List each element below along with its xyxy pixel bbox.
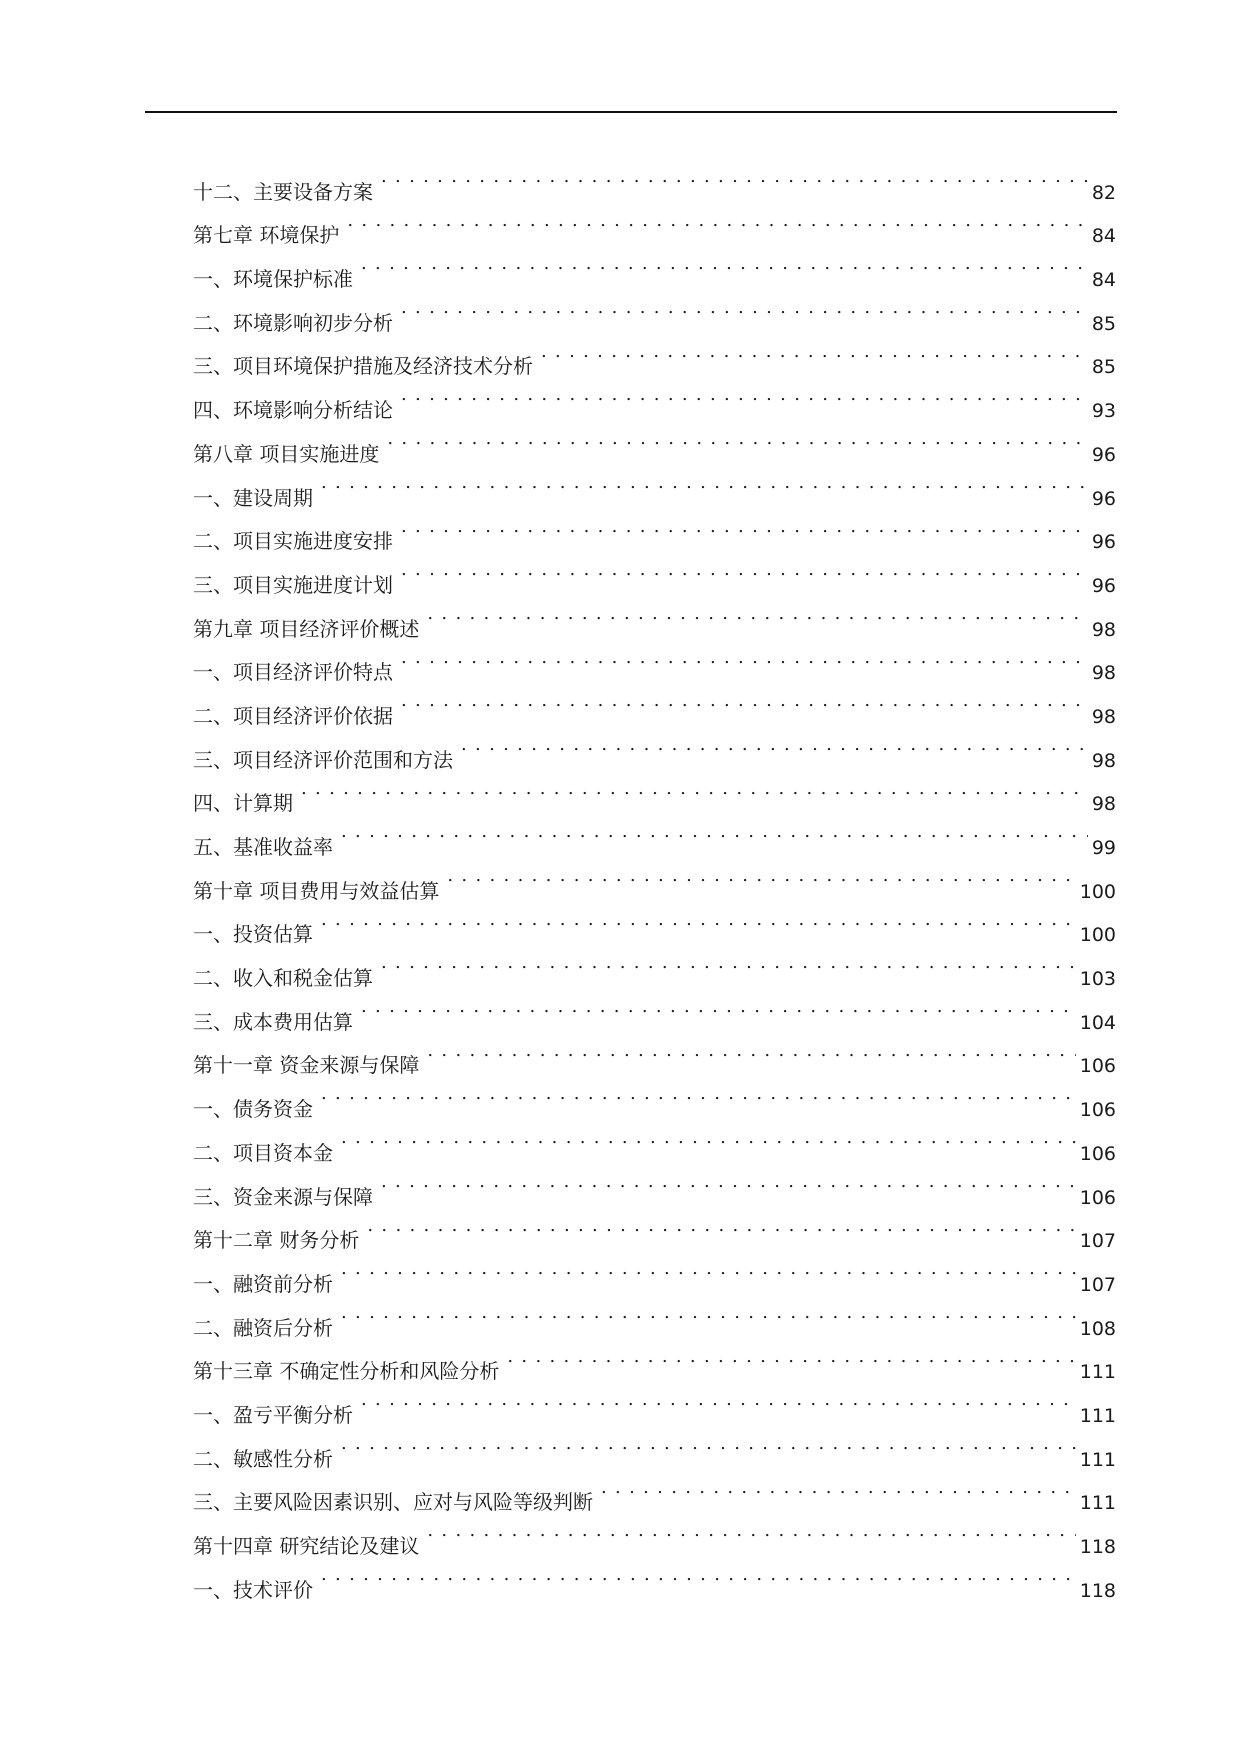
- toc-entry-page-number: 96: [1091, 574, 1116, 597]
- toc-entry-title: 十二、主要设备方案: [193, 179, 373, 204]
- toc-entry-page-number: 111: [1079, 1361, 1116, 1384]
- toc-entry-title: 二、项目资本金: [193, 1140, 333, 1165]
- toc-dot-leader: [401, 286, 1088, 330]
- toc-entry-page-number: 111: [1079, 1492, 1116, 1515]
- toc-entry-page-number: 98: [1091, 618, 1116, 641]
- toc-entry-title: 五、基准收益率: [193, 835, 333, 859]
- toc-dot-leader: [387, 417, 1087, 461]
- toc-dot-leader: [321, 1553, 1076, 1597]
- toc-entry-page-number: 99: [1091, 837, 1116, 859]
- toc-entry-title: 第十三章 不确定性分析和风险分析: [193, 1359, 500, 1384]
- toc-entry-page-number: 98: [1091, 749, 1116, 772]
- toc-entry-title: 四、环境影响分析结论: [193, 398, 393, 423]
- toc-entry-title: 三、主要风险因素识别、应对与风险等级判断: [193, 1490, 593, 1515]
- toc-dot-leader: [381, 1160, 1076, 1204]
- toc-entry-page-number: 85: [1091, 312, 1116, 335]
- toc-dot-leader: [461, 723, 1088, 767]
- toc-entry[interactable]: [193, 767, 1116, 816]
- toc-dot-leader: [321, 898, 1076, 942]
- toc-entry-title: 一、项目经济评价特点: [193, 660, 393, 685]
- toc-entry-title: 一、融资前分析: [193, 1271, 333, 1296]
- toc-entry-title: 三、成本费用估算: [193, 1009, 353, 1034]
- toc-entry-title: 第七章 环境保护: [193, 223, 340, 248]
- toc-dot-leader: [427, 1029, 1075, 1073]
- toc-entry-title: 三、项目实施进度计划: [193, 572, 393, 597]
- toc-entry-title: 一、盈亏平衡分析: [193, 1402, 353, 1427]
- toc-entry-title: 第十二章 财务分析: [193, 1228, 360, 1253]
- toc-entry[interactable]: [193, 1072, 1116, 1122]
- toc-dot-leader: [401, 373, 1088, 417]
- toc-entry[interactable]: [193, 155, 1116, 204]
- toc-dot-leader: [361, 1378, 1076, 1422]
- toc-dot-leader: [401, 679, 1088, 723]
- toc-dot-leader: [301, 767, 1088, 811]
- toc-dot-leader: [401, 548, 1088, 592]
- toc-entry[interactable]: [193, 505, 1116, 554]
- toc-entry-page-number: 84: [1091, 225, 1116, 248]
- toc-entry-title: 三、项目经济评价范围和方法: [193, 747, 453, 772]
- toc-entry-title: 一、建设周期: [193, 485, 313, 510]
- toc-entry-title: 三、资金来源与保障: [193, 1184, 373, 1209]
- header-rule: [145, 111, 1117, 113]
- toc-entry-page-number: 98: [1091, 705, 1116, 728]
- table-of-contents: [193, 155, 1116, 1602]
- toc-entry-page-number: 106: [1079, 1055, 1116, 1078]
- toc-entry-page-number: 106: [1079, 1142, 1116, 1165]
- toc-entry-page-number: 111: [1079, 1404, 1116, 1427]
- toc-entry-page-number: 106: [1079, 1099, 1116, 1122]
- toc-dot-leader: [361, 985, 1076, 1029]
- toc-entry-title: 二、项目实施进度安排: [193, 529, 393, 554]
- toc-entry-page-number: 118: [1079, 1579, 1116, 1602]
- toc-entry-page-number: 107: [1079, 1273, 1116, 1296]
- toc-entry-page-number: 98: [1091, 662, 1116, 685]
- toc-dot-leader: [541, 330, 1088, 374]
- toc-entry-page-number: 100: [1079, 924, 1116, 947]
- toc-entry-page-number: 96: [1091, 487, 1116, 510]
- toc-dot-leader: [347, 199, 1087, 243]
- toc-entry-title: 二、融资后分析: [193, 1315, 333, 1340]
- toc-entry-page-number: 96: [1091, 531, 1116, 554]
- toc-entry-page-number: 107: [1079, 1230, 1116, 1253]
- toc-dot-leader: [401, 505, 1088, 549]
- toc-entry-title: 二、项目经济评价依据: [193, 703, 393, 728]
- toc-entry[interactable]: [193, 898, 1116, 947]
- toc-dot-leader: [447, 854, 1075, 898]
- toc-dot-leader: [321, 461, 1088, 505]
- toc-entry-page-number: 98: [1091, 793, 1116, 816]
- toc-dot-leader: [381, 941, 1076, 985]
- toc-dot-leader: [601, 1466, 1076, 1510]
- toc-dot-leader: [367, 1204, 1075, 1248]
- toc-entry-page-number: 96: [1091, 443, 1116, 466]
- toc-entry-title: 二、敏感性分析: [193, 1446, 333, 1471]
- toc-dot-leader: [341, 1247, 1076, 1291]
- toc-entry-title: 一、投资估算: [193, 922, 313, 947]
- toc-entry-page-number: 84: [1091, 269, 1116, 292]
- toc-entry-title: 一、技术评价: [193, 1577, 313, 1602]
- toc-entry-title: 第十章 项目费用与效益估算: [193, 878, 440, 903]
- toc-entry[interactable]: [193, 1553, 1116, 1602]
- toc-entry-page-number: 111: [1079, 1448, 1116, 1471]
- toc-entry-page-number: 82: [1091, 181, 1116, 204]
- toc-entry-page-number: 100: [1079, 880, 1116, 903]
- toc-entry-title: 第十一章 资金来源与保障: [193, 1053, 420, 1078]
- toc-dot-leader: [341, 810, 1088, 854]
- toc-dot-leader: [321, 1072, 1076, 1116]
- toc-dot-leader: [341, 1291, 1076, 1335]
- toc-entry-title: 第十四章 研究结论及建议: [193, 1534, 420, 1558]
- toc-entry-page-number: 103: [1079, 968, 1116, 991]
- toc-entry-title: 二、环境影响初步分析: [193, 310, 393, 335]
- toc-dot-leader: [381, 155, 1088, 199]
- toc-entry-title: 二、收入和税金估算: [193, 966, 373, 991]
- toc-dot-leader: [427, 592, 1087, 636]
- toc-dot-leader: [427, 1509, 1075, 1553]
- toc-entry-title: 第九章 项目经济评价概述: [193, 616, 420, 641]
- toc-entry-page-number: 106: [1079, 1186, 1116, 1209]
- toc-dot-leader: [361, 242, 1088, 286]
- toc-entry-page-number: 85: [1091, 356, 1116, 379]
- toc-entry-page-number: 118: [1079, 1536, 1116, 1558]
- toc-entry-title: 一、债务资金: [193, 1097, 313, 1122]
- toc-entry[interactable]: [193, 1116, 1116, 1165]
- toc-entry[interactable]: [193, 810, 1116, 859]
- toc-entry[interactable]: [193, 941, 1116, 991]
- toc-entry-page-number: 108: [1079, 1317, 1116, 1340]
- toc-entry-title: 第八章 项目实施进度: [193, 441, 380, 466]
- toc-dot-leader: [341, 1116, 1076, 1160]
- toc-entry[interactable]: [193, 461, 1116, 510]
- toc-dot-leader: [507, 1335, 1075, 1379]
- toc-entry-title: 四、计算期: [193, 791, 293, 816]
- toc-entry-page-number: 93: [1091, 400, 1116, 423]
- toc-entry-page-number: 104: [1079, 1011, 1116, 1034]
- toc-entry-title: 一、环境保护标准: [193, 267, 353, 292]
- toc-dot-leader: [401, 636, 1088, 680]
- toc-dot-leader: [341, 1422, 1076, 1466]
- toc-entry-title: 三、项目环境保护措施及经济技术分析: [193, 354, 533, 379]
